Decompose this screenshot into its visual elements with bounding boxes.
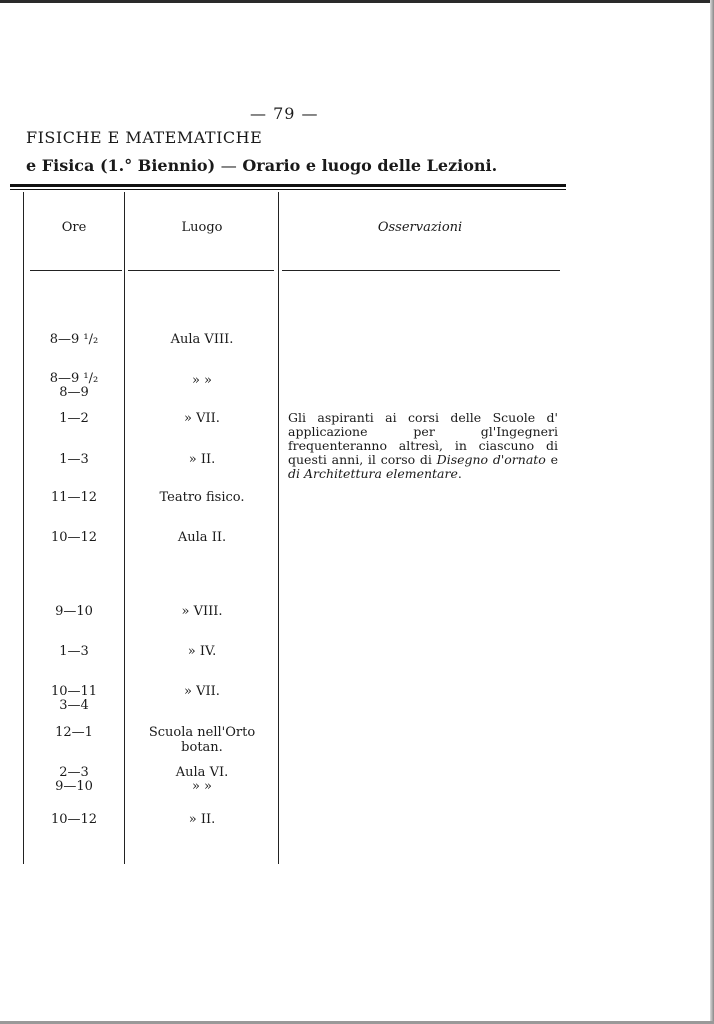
page-number: — 79 — (250, 104, 319, 123)
note-italic-disegno: Disegno d'ornato (436, 452, 546, 467)
column-header-osservazioni: Osservazioni (377, 220, 463, 235)
ore-cell: 11—12 (50, 490, 98, 505)
ore-cell: 9—10 (55, 604, 93, 619)
column-header-ore: Ore (61, 220, 87, 235)
luogo-cell: » » (191, 779, 213, 794)
column-divider-luogo (278, 192, 279, 864)
note-mid: e (545, 452, 559, 467)
luogo-cell: Aula VI. (175, 765, 229, 780)
luogo-cell: » VIII. (181, 604, 223, 619)
header-rule-thin (10, 189, 566, 190)
luogo-cell: Aula II. (177, 530, 227, 545)
ore-cell: 8—9 ¹/₂ (49, 371, 99, 386)
ore-cell: 3—4 (59, 698, 89, 713)
column-header-luogo: Luogo (181, 220, 223, 235)
column-divider-ore (124, 192, 125, 864)
ore-cell: 10—11 (50, 684, 98, 699)
subtitle-dash: — (220, 156, 237, 175)
luogo-cell: Teatro fisico. (159, 490, 245, 505)
header-underline-luogo (128, 270, 274, 271)
luogo-cell: » VII. (184, 411, 220, 426)
header-underline-ore (30, 270, 122, 271)
ore-cell: 9—10 (55, 779, 93, 794)
ore-cell: 1—2 (59, 411, 89, 426)
note-end: . (457, 466, 462, 481)
ore-cell: 10—12 (50, 530, 98, 545)
luogo-cell: » II. (188, 452, 216, 467)
page-top-edge (0, 0, 714, 3)
luogo-cell: » IV. (187, 644, 217, 659)
ore-cell: 12—1 (55, 725, 93, 740)
ore-cell: 10—12 (50, 812, 98, 827)
note-italic-architettura: di Architettura elementare (288, 466, 458, 481)
page-subtitle (26, 156, 497, 175)
luogo-cell: » VII. (184, 684, 220, 699)
luogo-cell: Aula VIII. (170, 332, 234, 347)
luogo-cell: » II. (188, 812, 216, 827)
ore-cell: 1—3 (59, 452, 89, 467)
ore-cell: 2—3 (59, 765, 89, 780)
luogo-cell: Scuola nell'Orto botan. (148, 725, 256, 755)
luogo-cell: » » (191, 373, 213, 388)
subtitle-main: Orario e luogo delle Lezioni. (242, 156, 498, 175)
section-title: FISICHE E MATEMATICHE (26, 128, 263, 147)
table-left-border (23, 192, 24, 864)
header-underline-osservazioni (282, 270, 560, 271)
subtitle-prefix: e Fisica (1.° Biennio) (26, 156, 216, 175)
header-rule-thick (10, 184, 566, 187)
note-text: Gli aspiranti ai corsi delle Scuole d' applicazione per gl'Ingegneri frequenteranno altresì, in ciascuno di questi anni, il corso di (288, 410, 558, 467)
page-right-edge (710, 0, 714, 1024)
ore-cell: 8—9 ¹/₂ (49, 332, 99, 347)
ore-cell: 1—3 (59, 644, 89, 659)
ore-cell: 8—9 (59, 385, 89, 400)
osservazioni-note (288, 411, 558, 481)
